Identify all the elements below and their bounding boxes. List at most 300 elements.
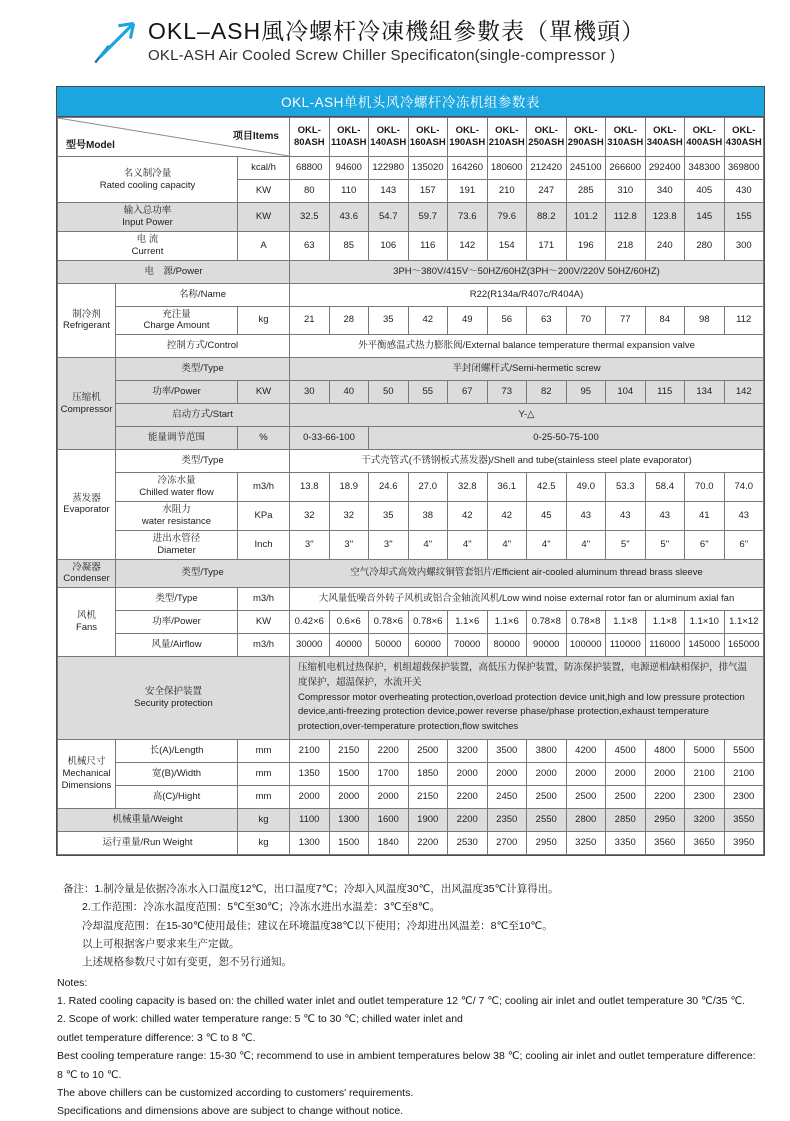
note-line: 1. Rated cooling capacity is based on: the chilled water inlet and outlet temperature 12 ℃/ 7 ℃; cooling air inlet and outlet temperature 30 ℃/35 ℃. xyxy=(57,995,746,1008)
table-row xyxy=(58,203,764,232)
cell-value: 1900 xyxy=(408,808,448,831)
cell-value: 2300 xyxy=(685,785,725,808)
cell-value: 73 xyxy=(487,381,527,404)
cell-value: 60000 xyxy=(408,634,448,657)
cell-value: 5" xyxy=(645,530,685,559)
note-line: The above chillers can be customized according to customers' requirements. xyxy=(57,1086,414,1099)
note-line: 2.工作范围：冷冻水温度范围：5℃至30℃；冷冻水进出水温差：3℃至8℃。 xyxy=(82,901,441,914)
cell-value: 4" xyxy=(487,530,527,559)
cell-value: 18.9 xyxy=(329,473,369,502)
cell-unit: KW xyxy=(238,203,290,232)
table-title-bar: OKL-ASH单机头风冷螺杆冷冻机组参数表 xyxy=(57,87,764,117)
cell-value: 115 xyxy=(645,381,685,404)
cell-value: 1.1×6 xyxy=(487,611,527,634)
cell-unit: kg xyxy=(238,808,290,831)
cell-value: 1300 xyxy=(290,831,330,854)
table-row xyxy=(58,157,764,180)
cell-value: 2350 xyxy=(487,808,527,831)
cell-value: 36.1 xyxy=(487,473,527,502)
table-row xyxy=(58,381,764,404)
cell-value: 0-33-66-100 xyxy=(290,427,369,450)
cell-value: 4800 xyxy=(645,739,685,762)
cell-value: 1.1×6 xyxy=(448,611,488,634)
cell-value: 3800 xyxy=(527,739,567,762)
table-row xyxy=(58,530,764,559)
cell-value: 2000 xyxy=(290,785,330,808)
model-header: OKL- 310ASH xyxy=(606,118,646,157)
cell-value: 2100 xyxy=(685,762,725,785)
cell-value: 1700 xyxy=(369,762,409,785)
table-row xyxy=(58,306,764,335)
model-header: OKL- 400ASH xyxy=(685,118,725,157)
cell-value: 73.6 xyxy=(448,203,488,232)
page-subtitle: OKL-ASH Air Cooled Screw Chiller Specificaton(single-compressor ) xyxy=(148,47,616,65)
cell-label: 启动方式/Start xyxy=(116,404,290,427)
cell-value: 2800 xyxy=(566,808,606,831)
cell-value: 67 xyxy=(448,381,488,404)
cell-value: 191 xyxy=(448,180,488,203)
cell-group: 蒸发器 Evaporator xyxy=(58,450,116,559)
cell-value: 42 xyxy=(448,502,488,531)
cell-value: 50000 xyxy=(369,634,409,657)
model-header: OKL- 210ASH xyxy=(487,118,527,157)
table-row xyxy=(58,335,764,358)
cell-value: 13.8 xyxy=(290,473,330,502)
cell-value: 143 xyxy=(369,180,409,203)
cell-value: 145 xyxy=(685,203,725,232)
notes-en xyxy=(57,974,762,1121)
cell-value: 32 xyxy=(329,502,369,531)
cell-value: 135020 xyxy=(408,157,448,180)
cell-value: 3250 xyxy=(566,831,606,854)
cell-value: 30 xyxy=(290,381,330,404)
table-row xyxy=(58,762,764,785)
cell-value: 27.0 xyxy=(408,473,448,502)
cell-value: 0.78×6 xyxy=(408,611,448,634)
cell-group: 风机 Fans xyxy=(58,588,116,657)
cell-value: 1100 xyxy=(290,808,330,831)
cell-value: 164260 xyxy=(448,157,488,180)
cell-value: 42 xyxy=(487,502,527,531)
cell-unit: m3/h xyxy=(238,634,290,657)
cell-value: 142 xyxy=(448,231,488,260)
cell-value: 4" xyxy=(566,530,606,559)
cell-label: 宽(B)/Width xyxy=(116,762,238,785)
cell-value: 49 xyxy=(448,306,488,335)
cell-group: 机械尺寸 Mechanical Dimensions xyxy=(58,739,116,808)
cell-value: 2200 xyxy=(369,739,409,762)
cell-value: 116 xyxy=(408,231,448,260)
model-header: OKL- 140ASH xyxy=(369,118,409,157)
cell-value: 348300 xyxy=(685,157,725,180)
cell-value: 310 xyxy=(606,180,646,203)
title-block xyxy=(92,16,790,66)
cell-unit: KPa xyxy=(238,502,290,531)
cell-value: 95 xyxy=(566,381,606,404)
cell-value: Y-△ xyxy=(290,404,764,427)
cell-value: 40000 xyxy=(329,634,369,657)
table-row xyxy=(58,588,764,611)
note-line: Specifications and dimensions above are subject to change without notice. xyxy=(57,1105,404,1118)
cell-value: 4" xyxy=(448,530,488,559)
note-line: Best cooling temperature range: 15-30 ℃; recommend to use in ambient temperatures below 38 ℃; cooling air inlet and outlet temperature difference: 8 ℃ to 10 ℃. xyxy=(57,1050,756,1081)
cell-value: 70 xyxy=(566,306,606,335)
cell-value: 134 xyxy=(685,381,725,404)
note-line: 冷却温度范围：在15-30℃使用最佳；建议在环境温度38℃以下使用；冷却进出风温差：8℃至10℃。 xyxy=(82,919,553,932)
cell-label: 冷冻水量 Chilled water flow xyxy=(116,473,238,502)
cell-value: 1500 xyxy=(329,762,369,785)
cell-label: 电 源/Power xyxy=(58,260,290,283)
cell-value: 155 xyxy=(724,203,764,232)
cell-value: 40 xyxy=(329,381,369,404)
model-header: OKL- 290ASH xyxy=(566,118,606,157)
cell-value: 4" xyxy=(408,530,448,559)
cell-value: 2200 xyxy=(408,831,448,854)
cell-value: 218 xyxy=(606,231,646,260)
table-row xyxy=(58,231,764,260)
cell-unit: mm xyxy=(238,762,290,785)
model-items-cell xyxy=(58,118,290,157)
cell-value: 88.2 xyxy=(527,203,567,232)
model-header: OKL- 340ASH xyxy=(645,118,685,157)
cell-value: 1.1×8 xyxy=(645,611,685,634)
note-line: 备注：1.制冷量是依据冷冻水入口温度12℃，出口温度7℃；冷却入风温度30℃，出风温度35℃计算得出。 xyxy=(63,882,559,895)
cell-value: 0.6×6 xyxy=(329,611,369,634)
cell-value: 80 xyxy=(290,180,330,203)
cell-value: 半封闭螺杆式/Semi-hermetic screw xyxy=(290,358,764,381)
spec-table xyxy=(57,117,764,855)
cell-value: 212420 xyxy=(527,157,567,180)
cell-label: 输入总功率 Input Power xyxy=(58,203,238,232)
cell-value: 43 xyxy=(606,502,646,531)
cell-label: 类型/Type xyxy=(116,358,290,381)
cell-value: 2000 xyxy=(527,762,567,785)
cell-value: 3500 xyxy=(487,739,527,762)
table-row xyxy=(58,559,764,588)
cell-value: 2000 xyxy=(566,762,606,785)
cell-label: 长(A)/Length xyxy=(116,739,238,762)
table-row xyxy=(58,502,764,531)
cell-value: 5000 xyxy=(685,739,725,762)
cell-value: 58.4 xyxy=(645,473,685,502)
cell-value: 43 xyxy=(724,502,764,531)
cell-value: 100000 xyxy=(566,634,606,657)
note-line: Notes: xyxy=(57,976,88,989)
cell-value: 3650 xyxy=(685,831,725,854)
table-row xyxy=(58,283,764,306)
cell-value: 94600 xyxy=(329,157,369,180)
model-header: OKL- 430ASH xyxy=(724,118,764,157)
cell-value: 280 xyxy=(685,231,725,260)
cell-value: 0-25-50-75-100 xyxy=(369,427,764,450)
notes-zh xyxy=(57,880,762,972)
cell-value: 340 xyxy=(645,180,685,203)
cell-value: 63 xyxy=(527,306,567,335)
cell-value: 2300 xyxy=(724,785,764,808)
cell-value: 405 xyxy=(685,180,725,203)
cell-value: 2000 xyxy=(645,762,685,785)
table-row xyxy=(58,831,764,854)
cell-value: 68800 xyxy=(290,157,330,180)
cell-value: 2150 xyxy=(329,739,369,762)
cell-value: 285 xyxy=(566,180,606,203)
cell-value: 247 xyxy=(527,180,567,203)
cell-label: 安全保护装置 Security protection xyxy=(58,657,290,740)
cell-value: 32.8 xyxy=(448,473,488,502)
cell-value: 1500 xyxy=(329,831,369,854)
cell-value: 2550 xyxy=(527,808,567,831)
model-header: OKL- 160ASH xyxy=(408,118,448,157)
cell-value: 0.78×8 xyxy=(527,611,567,634)
cell-value: 43 xyxy=(645,502,685,531)
items-label: 项目Items xyxy=(232,130,279,142)
cell-label: 名称/Name xyxy=(116,283,290,306)
cell-value: 4500 xyxy=(606,739,646,762)
cell-value: 266600 xyxy=(606,157,646,180)
table-row xyxy=(58,404,764,427)
cell-label: 类型/Type xyxy=(116,588,238,611)
cell-value: 32 xyxy=(290,502,330,531)
table-row xyxy=(58,427,764,450)
cell-value: 1600 xyxy=(369,808,409,831)
cell-group: 冷凝器 Condenser xyxy=(58,559,116,588)
table-row xyxy=(58,473,764,502)
cell-value: 38 xyxy=(408,502,448,531)
cell-value: 2000 xyxy=(448,762,488,785)
model-header: OKL- 110ASH xyxy=(329,118,369,157)
cell-value: 112.8 xyxy=(606,203,646,232)
cell-label: 功率/Power xyxy=(116,611,238,634)
cell-value: 292400 xyxy=(645,157,685,180)
cell-value: 4200 xyxy=(566,739,606,762)
cell-value: 74.0 xyxy=(724,473,764,502)
cell-value: 79.6 xyxy=(487,203,527,232)
cell-unit: A xyxy=(238,231,290,260)
model-label: 型号Model xyxy=(66,139,115,151)
cell-unit: m3/h xyxy=(238,588,290,611)
table-row xyxy=(58,450,764,473)
cell-value: 50 xyxy=(369,381,409,404)
cell-value: 157 xyxy=(408,180,448,203)
cell-value: 106 xyxy=(369,231,409,260)
cell-value: 2530 xyxy=(448,831,488,854)
cell-unit: kcal/h xyxy=(238,157,290,180)
cell-unit: KW xyxy=(238,611,290,634)
cell-unit: kg xyxy=(238,306,290,335)
cell-label: 运行重量/Run Weight xyxy=(58,831,238,854)
cell-value: 196 xyxy=(566,231,606,260)
cell-value: 0.42×6 xyxy=(290,611,330,634)
cell-value: 42 xyxy=(408,306,448,335)
cell-group: 制冷剂 Refrigerant xyxy=(58,283,116,358)
cell-value: 56 xyxy=(487,306,527,335)
cell-value: 122980 xyxy=(369,157,409,180)
cell-value: 干式壳管式(不锈钢板式蒸发器)/Shell and tube(stainless steel plate evaporator) xyxy=(290,450,764,473)
cell-label: 充注量 Charge Amount xyxy=(116,306,238,335)
cell-value: 77 xyxy=(606,306,646,335)
cell-value: 3" xyxy=(290,530,330,559)
cell-value: 2500 xyxy=(408,739,448,762)
table-row xyxy=(58,739,764,762)
model-header: OKL- 80ASH xyxy=(290,118,330,157)
cell-value: 300 xyxy=(724,231,764,260)
cell-value: 3" xyxy=(369,530,409,559)
cell-unit: mm xyxy=(238,785,290,808)
cell-label: 类型/Type xyxy=(116,450,290,473)
cell-value: 43.6 xyxy=(329,203,369,232)
note-line: 以上可根据客户要求来生产定做。 xyxy=(82,937,240,950)
cell-value: 28 xyxy=(329,306,369,335)
cell-value: 104 xyxy=(606,381,646,404)
cell-value: 6" xyxy=(724,530,764,559)
cell-value: 430 xyxy=(724,180,764,203)
cell-value: 70.0 xyxy=(685,473,725,502)
cell-value: 30000 xyxy=(290,634,330,657)
cell-value: 6" xyxy=(685,530,725,559)
cell-value: 2500 xyxy=(606,785,646,808)
cell-value: 2100 xyxy=(290,739,330,762)
cell-value: 大风量低噪音外转子风机或铝合金轴流风机/Low wind noise external rotor fan or aluminum axial fan xyxy=(290,588,764,611)
cell-value: 82 xyxy=(527,381,567,404)
cell-value: 154 xyxy=(487,231,527,260)
cell-value: 2200 xyxy=(448,785,488,808)
model-header: OKL- 190ASH xyxy=(448,118,488,157)
cell-value: 2700 xyxy=(487,831,527,854)
cell-value: 5500 xyxy=(724,739,764,762)
cell-value: 45 xyxy=(527,502,567,531)
cell-value: 171 xyxy=(527,231,567,260)
cell-value: 90000 xyxy=(527,634,567,657)
cell-value: 80000 xyxy=(487,634,527,657)
cell-value: 123.8 xyxy=(645,203,685,232)
cell-value: 112 xyxy=(724,306,764,335)
cell-value: 2950 xyxy=(527,831,567,854)
note-line: 2. Scope of work: chilled water temperature range: 5 ℃ to 30 ℃; chilled water inlet and xyxy=(57,1013,463,1026)
cell-value: 2500 xyxy=(566,785,606,808)
cell-value: 0.78×8 xyxy=(566,611,606,634)
cell-value: 145000 xyxy=(685,634,725,657)
cell-value: 外平衡感温式热力膨胀阀/External balance temperature thermal expansion valve xyxy=(290,335,764,358)
cell-value: 59.7 xyxy=(408,203,448,232)
cell-label: 电 流 Current xyxy=(58,231,238,260)
cell-value: 35 xyxy=(369,306,409,335)
cell-value: 43 xyxy=(566,502,606,531)
cell-label: 类型/Type xyxy=(116,559,290,588)
cell-value: 5" xyxy=(606,530,646,559)
cell-value: 70000 xyxy=(448,634,488,657)
cell-value: 98 xyxy=(685,306,725,335)
cell-value: 1.1×12 xyxy=(724,611,764,634)
cell-value: 3550 xyxy=(724,808,764,831)
model-header: OKL- 250ASH xyxy=(527,118,567,157)
spec-table-body xyxy=(58,157,764,855)
cell-value: 3950 xyxy=(724,831,764,854)
cell-value: 165000 xyxy=(724,634,764,657)
cell-value: 1350 xyxy=(290,762,330,785)
cell-label: 高(C)/Hight xyxy=(116,785,238,808)
table-row xyxy=(58,611,764,634)
cell-value: 110 xyxy=(329,180,369,203)
cell-value: 21 xyxy=(290,306,330,335)
cell-value: 245100 xyxy=(566,157,606,180)
cell-value: 3200 xyxy=(685,808,725,831)
cell-value: 3350 xyxy=(606,831,646,854)
cell-value: 2950 xyxy=(645,808,685,831)
cell-value: 142 xyxy=(724,381,764,404)
table-row xyxy=(58,785,764,808)
cell-value: 53.3 xyxy=(606,473,646,502)
brand-arrow-icon xyxy=(92,16,140,66)
cell-label: 名义制冷量 Rated cooling capacity xyxy=(58,157,238,203)
note-line: outlet temperature difference: 3 ℃ to 8 ℃. xyxy=(57,1031,256,1044)
cell-value: 41 xyxy=(685,502,725,531)
spec-table-wrap xyxy=(56,86,765,856)
cell-value: 2000 xyxy=(606,762,646,785)
cell-value: 2100 xyxy=(724,762,764,785)
cell-unit: KW xyxy=(238,381,290,404)
cell-value: 2200 xyxy=(448,808,488,831)
cell-value: 110000 xyxy=(606,634,646,657)
cell-value: 63 xyxy=(290,231,330,260)
cell-value: 2000 xyxy=(329,785,369,808)
cell-value: 210 xyxy=(487,180,527,203)
cell-value: 2000 xyxy=(487,762,527,785)
table-row xyxy=(58,358,764,381)
cell-value: 2450 xyxy=(487,785,527,808)
cell-value: 369800 xyxy=(724,157,764,180)
cell-label: 控制方式/Control xyxy=(116,335,290,358)
cell-value: 1300 xyxy=(329,808,369,831)
cell-value: 116000 xyxy=(645,634,685,657)
cell-value: 2500 xyxy=(527,785,567,808)
cell-unit: m3/h xyxy=(238,473,290,502)
cell-value: 3PH～380V/415V～50HZ/60HZ(3PH～200V/220V 50HZ/60HZ) xyxy=(290,260,764,283)
table-row xyxy=(58,634,764,657)
cell-value: 84 xyxy=(645,306,685,335)
cell-value: 2150 xyxy=(408,785,448,808)
cell-value: 85 xyxy=(329,231,369,260)
cell-value: 42.5 xyxy=(527,473,567,502)
notes-section xyxy=(57,880,762,1121)
cell-value: 3560 xyxy=(645,831,685,854)
cell-value: 压缩机电机过热保护，机组超载保护装置，高低压力保护装置，防冻保护装置，电源逆相/缺相保护，排气温度保护，超温保护，水流开关 Compressor motor overheating protection,overload protection device unit,high and low pressure protection device,anti-freezing protection device,power reverse phase/phase protection,exhaust temperature protection,over-temperature protection,flow switches xyxy=(290,657,764,740)
cell-value: 3200 xyxy=(448,739,488,762)
cell-value: 101.2 xyxy=(566,203,606,232)
cell-unit: % xyxy=(238,427,290,450)
page-title: OKL–ASH風冷螺杆冷凍機組參數表（單機頭） xyxy=(148,18,646,44)
table-row xyxy=(58,808,764,831)
cell-group: 压缩机 Compressor xyxy=(58,358,116,450)
cell-unit: Inch xyxy=(238,530,290,559)
note-line: 上述规格参数尺寸如有变更，恕不另行通知。 xyxy=(82,956,292,969)
cell-value: 49.0 xyxy=(566,473,606,502)
cell-value: 32.5 xyxy=(290,203,330,232)
cell-value: 0.78×6 xyxy=(369,611,409,634)
cell-unit: KW xyxy=(238,180,290,203)
cell-value: 空气冷却式高效内螺纹铜管套铝片/Efficient air-cooled aluminum thread brass sleeve xyxy=(290,559,764,588)
cell-value: 54.7 xyxy=(369,203,409,232)
cell-value: 3" xyxy=(329,530,369,559)
table-row xyxy=(58,260,764,283)
cell-value: 2850 xyxy=(606,808,646,831)
cell-value: 2200 xyxy=(645,785,685,808)
models-row xyxy=(58,118,764,157)
cell-label: 进出水管径 Diameter xyxy=(116,530,238,559)
cell-value: 2000 xyxy=(369,785,409,808)
cell-unit: kg xyxy=(238,831,290,854)
cell-value: 4" xyxy=(527,530,567,559)
cell-value: 1.1×10 xyxy=(685,611,725,634)
